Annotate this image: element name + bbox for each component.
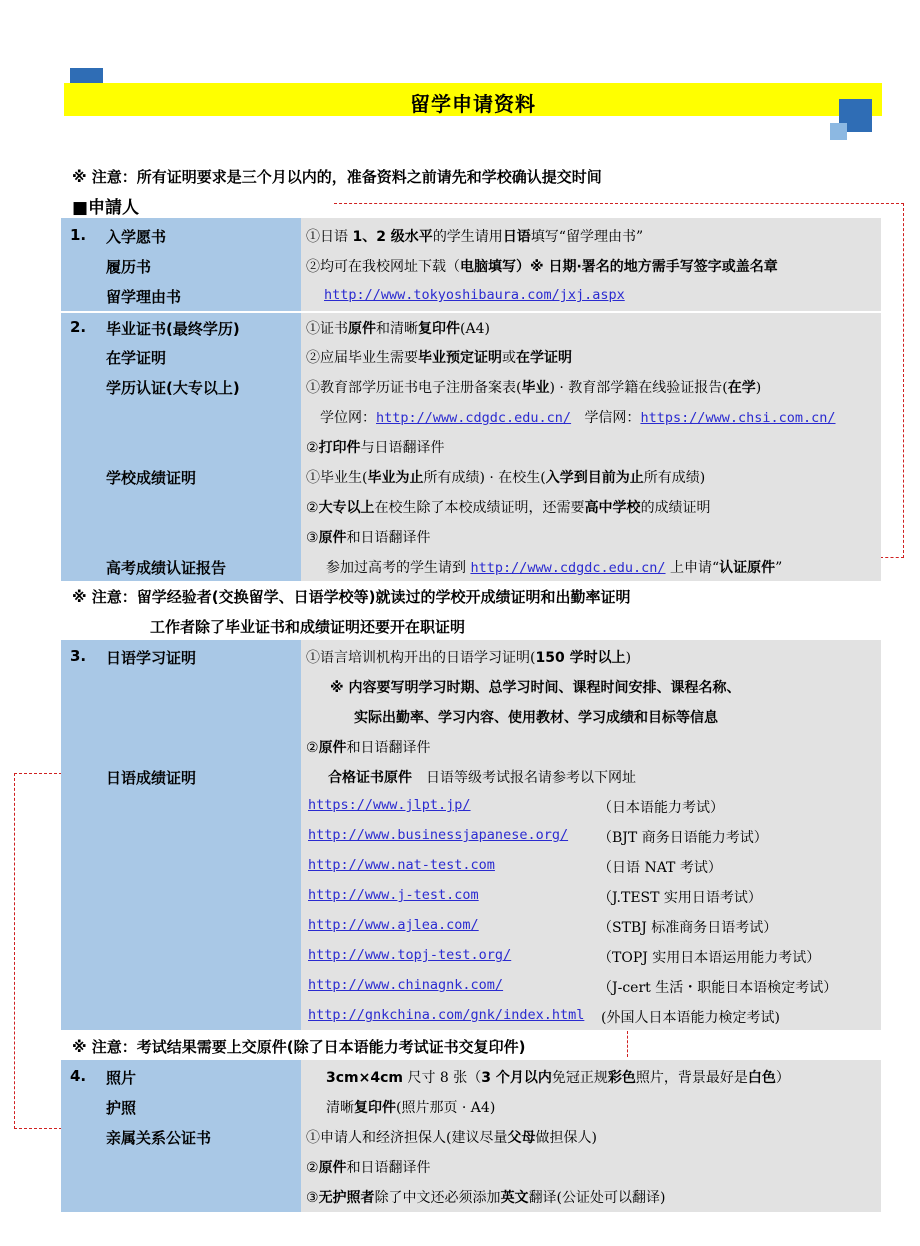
label-enrollment: 在学证明 bbox=[106, 349, 167, 367]
dashed-bracket-left bbox=[14, 773, 15, 1129]
note-mid-2: 工作者除了毕业证书和成绩证明还要开在职证明 bbox=[150, 618, 466, 636]
section-4-number: 4. bbox=[70, 1067, 87, 1085]
exam-desc: （BJT 商务日语能力考试） bbox=[598, 830, 768, 846]
section-3-label-cell bbox=[61, 640, 301, 1030]
dashed-bracket-top bbox=[880, 557, 904, 558]
s2-line-2: ②应届毕业生需要毕业预定证明或在学证明 bbox=[306, 350, 572, 366]
label-photo: 照片 bbox=[106, 1069, 137, 1087]
exam-desc: （日语 NAT 考试） bbox=[598, 860, 722, 876]
exam-desc: （STBJ 标准商务日语考试） bbox=[598, 920, 778, 936]
exam-link-row bbox=[308, 827, 568, 843]
label-transcript: 学校成绩证明 bbox=[106, 469, 197, 487]
chsi-link[interactable]: https://www.chsi.com.cn/ bbox=[640, 410, 836, 426]
exam-desc: （日本语能力考试） bbox=[598, 800, 724, 816]
note-bottom: ※ 注意：考试结果需要上交原件(除了日本语能力考试证书交复印件) bbox=[72, 1038, 526, 1056]
label-statement: 留学理由书 bbox=[106, 288, 182, 306]
s3-line-1: ①语言培训机构开出的日语学习证明(150 学时以上) bbox=[306, 650, 632, 666]
s2-line-4: 学位网：http://www.cdgdc.edu.cn/ 学信网：https://www.chsi.com.cn/ bbox=[320, 410, 836, 426]
page-title: 留学申请资料 bbox=[410, 92, 536, 116]
section-3-number: 3. bbox=[70, 647, 87, 665]
school-download-link[interactable]: http://www.tokyoshibaura.com/jxj.aspx bbox=[324, 287, 625, 303]
label-application: 入学愿书 bbox=[106, 228, 167, 246]
s2-line-9: 参加过高考的学生请到 http://www.cdgdc.edu.cn/ 上申请“认证原件” bbox=[326, 560, 783, 576]
s2-line-7: ②大专以上在校生除了本校成绩证明，还需要高中学校的成绩证明 bbox=[306, 500, 711, 516]
section-1-number: 1. bbox=[70, 226, 87, 244]
label-japanese-study: 日语学习证明 bbox=[106, 649, 197, 667]
exam-desc: （TOPJ 实用日本语运用能力考试） bbox=[598, 950, 821, 966]
s3-line-4: ②原件和日语翻译件 bbox=[306, 740, 431, 756]
s1-line-2: ②均可在我校网址下载（电脑填写）※ 日期·署名的地方需手写签字或盖名章 bbox=[306, 259, 778, 275]
nat-link[interactable]: http://www.nat-test.com bbox=[308, 857, 495, 873]
note-mid-1: ※ 注意：留学经验者(交换留学、日语学校等)就读过的学校开成绩证明和出勤率证明 bbox=[72, 588, 631, 606]
s2-line-5: ②打印件与日语翻译件 bbox=[306, 440, 445, 456]
gnk-link[interactable]: http://gnkchina.com/gnk/index.html bbox=[308, 1007, 585, 1023]
note-top: ※ 注意：所有证明要求是三个月以内的，准备资料之前请先和学校确认提交时间 bbox=[72, 168, 602, 186]
s4-line-3: ①申请人和经济担保人(建议尽量父母做担保人) bbox=[306, 1130, 597, 1146]
dashed-bracket-top bbox=[903, 203, 904, 558]
exam-link-row bbox=[308, 857, 495, 873]
label-japanese-score: 日语成绩证明 bbox=[106, 769, 197, 787]
exam-desc: （J.TEST 实用日语考试） bbox=[598, 890, 762, 906]
label-resume: 履历书 bbox=[106, 258, 152, 276]
label-gaokao-report: 高考成绩认证报告 bbox=[106, 559, 227, 577]
exam-link-row bbox=[308, 887, 479, 903]
label-passport: 护照 bbox=[106, 1099, 137, 1117]
gaokao-link[interactable]: http://www.cdgdc.edu.cn/ bbox=[470, 560, 666, 576]
dashed-bracket-left bbox=[14, 1128, 62, 1129]
s1-line-1: ①日语 1、2 级水平的学生请用日语填写“留学理由书” bbox=[306, 229, 644, 245]
section-2-label-cell bbox=[61, 313, 301, 581]
s3-line-5: 合格证书原件 日语等级考试报名请参考以下网址 bbox=[328, 770, 636, 786]
dashed-bracket-left bbox=[14, 773, 62, 774]
cdgdc-link[interactable]: http://www.cdgdc.edu.cn/ bbox=[376, 410, 572, 426]
s4-line-5: ③无护照者除了中文还必须添加英文翻译(公证处可以翻译) bbox=[306, 1190, 666, 1206]
jlpt-link[interactable]: https://www.jlpt.jp/ bbox=[308, 797, 471, 813]
jcert-link[interactable]: http://www.chinagnk.com/ bbox=[308, 977, 504, 993]
exam-link-row bbox=[308, 917, 479, 933]
exam-link-row bbox=[308, 1007, 584, 1023]
dashed-bracket-top bbox=[334, 203, 904, 204]
s2-line-1: ①证书原件和清晰复印件(A4) bbox=[306, 321, 490, 337]
label-diploma: 毕业证书(最终学历) bbox=[106, 320, 240, 338]
s4-line-2: 清晰复印件(照片那页 · A4) bbox=[326, 1100, 496, 1116]
bjt-link[interactable]: http://www.businessjapanese.org/ bbox=[308, 827, 569, 843]
section-2-number: 2. bbox=[70, 318, 87, 336]
topj-link[interactable]: http://www.topj-test.org/ bbox=[308, 947, 512, 963]
s1-line-3 bbox=[324, 287, 625, 303]
deco-square-light-right bbox=[830, 123, 847, 140]
section-heading: ■申請人 bbox=[72, 198, 140, 218]
s3-line-3: 实际出勤率、学习内容、使用教材、学习成绩和目标等信息 bbox=[354, 710, 718, 726]
dashed-bracket-center bbox=[627, 1031, 628, 1057]
s2-line-3: ①教育部学历证书电子注册备案表(毕业) · 教育部学籍在线验证报告(在学) bbox=[306, 380, 762, 396]
exam-link-row bbox=[308, 977, 503, 993]
s3-line-2: ※ 内容要写明学习时期、总学习时间、课程时间安排、课程名称、 bbox=[330, 680, 741, 696]
label-kinship-notary: 亲属关系公证书 bbox=[106, 1129, 212, 1147]
s2-line-6: ①毕业生(毕业为止所有成绩) · 在校生(入学到目前为止所有成绩) bbox=[306, 470, 706, 486]
label-degree-verification: 学历认证(大专以上) bbox=[106, 379, 240, 397]
exam-link-row bbox=[308, 797, 471, 813]
s4-line-1: 3cm×4cm 尺寸 8 张（3 个月以内免冠正规彩色照片，背景最好是白色） bbox=[326, 1070, 790, 1086]
s2-line-8: ③原件和日语翻译件 bbox=[306, 530, 431, 546]
ajlea-link[interactable]: http://www.ajlea.com/ bbox=[308, 917, 479, 933]
exam-desc: （J-cert 生活・职能日本语検定考试） bbox=[598, 980, 838, 996]
jtest-link[interactable]: http://www.j-test.com bbox=[308, 887, 479, 903]
exam-desc: (外国人日本语能力検定考试) bbox=[601, 1010, 780, 1026]
exam-link-row bbox=[308, 947, 511, 963]
title-bar bbox=[64, 83, 882, 116]
s4-line-4: ②原件和日语翻译件 bbox=[306, 1160, 431, 1176]
